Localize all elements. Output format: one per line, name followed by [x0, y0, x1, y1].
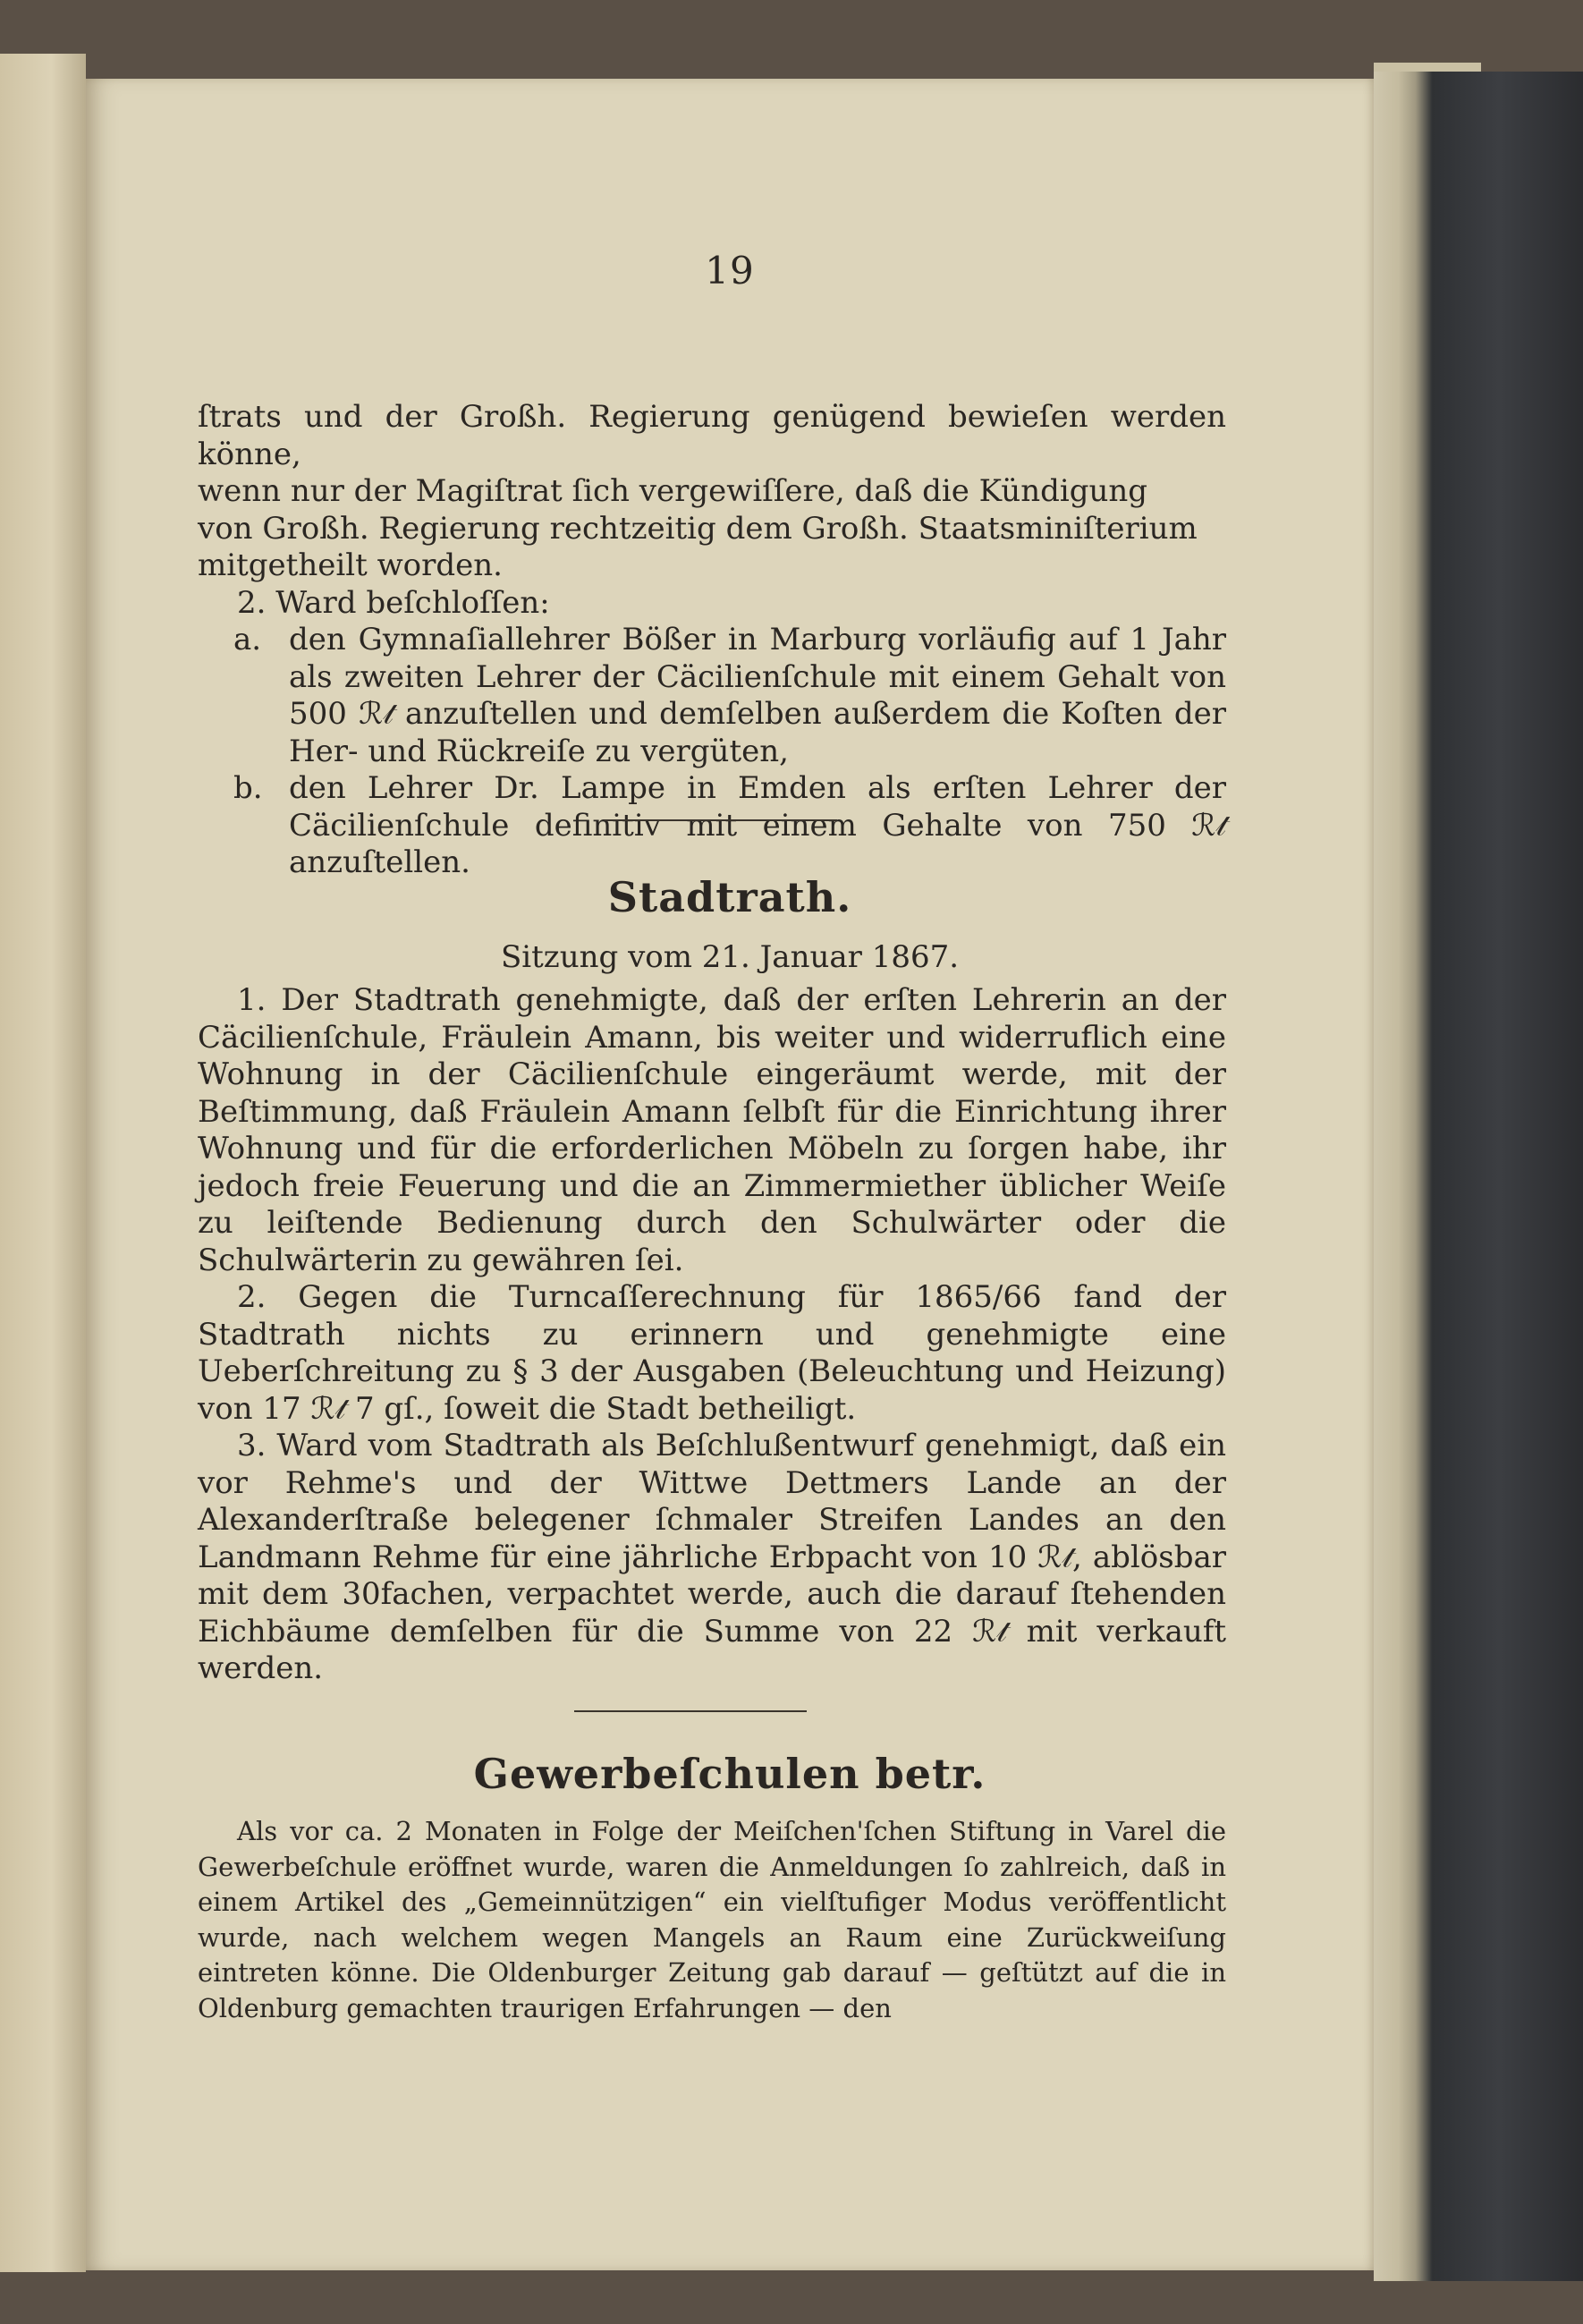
list-item-a: [198, 622, 1226, 770]
paragraph: Als vor ca. 2 Monaten in Folge der Meiſchen'ſchen Stiftung in Varel die Gewerbeſchule eröffnet wurde, waren die Anmeldungen ſo zahlreich, daß in einem Artikel des „Gemeinnützigen“ ein vielſtufiger Modus veröffentlicht wurde, nach welchem wegen Mangels an Raum eine Zurückweiſung eintreten könne. Die Oldenburger Zeitung gab darauf — geſtützt auf die in Oldenburg gemachten traurigen Erfahrungen — den: [198, 1816, 1226, 2023]
section-gewerbeschulen-text: [198, 1814, 1226, 2026]
text-line: ſtrats und der Großh. Regierung genügend bewieſen werden könne,: [198, 399, 1226, 472]
section-stadtrath-text: [198, 982, 1226, 1688]
section-divider: [605, 819, 837, 821]
list-item-b: [198, 770, 1226, 882]
heading-gewerbeschulen: Gewerbeſchulen betr.: [473, 1750, 986, 1798]
page-number: 19: [705, 249, 755, 293]
heading-stadtrath: Stadtrath.: [607, 873, 852, 921]
section-divider: [574, 1710, 807, 1712]
text-line: wenn nur der Magiſtrat ſich vergewiſſere, daß die Kündigung: [198, 473, 1148, 509]
text-line: mitgetheilt worden.: [198, 547, 503, 583]
paragraph: 1. Der Stadtrath genehmigte, daß der erſten Lehrerin an der Cäcilienſchule, Fräulein Amann, bis weiter und widerruflich eine Wohnung in der Cäcilienſchule eingeräumt werde, mit der Beſtimmung, daß Fräulein Amann ſelbſt für die Einrichtung ihrer Wohnung und für die erforderlichen Möbeln zu ſorgen habe, ihr jedoch freie Feuerung und die an Zimmermiether üblicher Weiſe zu leiſtende Bedienung durch den Schulwärter oder die Schulwärterin zu gewähren ſei.: [198, 982, 1226, 1278]
book-cover-spine: [1374, 72, 1583, 2281]
list-text: den Gymnaſiallehrer Bößer in Marburg vorläufig auf 1 Jahr als zweiten Lehrer der Cäcilienſchule mit einem Gehalt von 500 ℛ𝓉 anzuſtellen und demſelben außerdem die Koſten der Her- und Rückreiſe zu vergüten,: [289, 622, 1226, 769]
session-date: Sitzung vom 21. Januar 1867.: [500, 939, 960, 975]
list-text: den Lehrer Dr. Lampe in Emden als erſten Lehrer der Cäcilienſchule definitiv mit einem Gehalte von 750 ℛ𝓉 anzuſtellen.: [289, 770, 1226, 880]
book-page: [86, 79, 1374, 2270]
resolution-heading: 2. Ward beſchloſſen:: [237, 584, 550, 621]
text-line: von Großh. Regierung rechtzeitig dem Großh. Staatsminiſterium: [198, 510, 1198, 547]
list-label: a.: [233, 622, 262, 657]
section-magistrat-text: [198, 399, 1226, 882]
left-facing-page-edge: [0, 54, 86, 2272]
paragraph: 3. Ward vom Stadtrath als Beſchlußentwurf genehmigt, daß ein vor Rehme's und der Wittwe Dettmers Lande an der Alexanderſtraße belegener ſchmaler Streifen Landes an den Landmann Rehme für eine jährliche Erbpacht von 10 ℛ𝓉, ablösbar mit dem 30fachen, verpachtet werde, auch die darauf ſtehenden Eichbäume demſelben für die Summe von 22 ℛ𝓉 mit verkauft werden.: [198, 1428, 1226, 1686]
list-label: b.: [233, 770, 263, 806]
paragraph: 2. Gegen die Turncaſſerechnung für 1865/66 fand der Stadtrath nichts zu erinnern und genehmigte eine Ueberſchreitung zu § 3 der Ausgaben (Beleuchtung und Heizung) von 17 ℛ𝓉 7 gſ., ſoweit die Stadt betheiligt.: [198, 1279, 1226, 1427]
